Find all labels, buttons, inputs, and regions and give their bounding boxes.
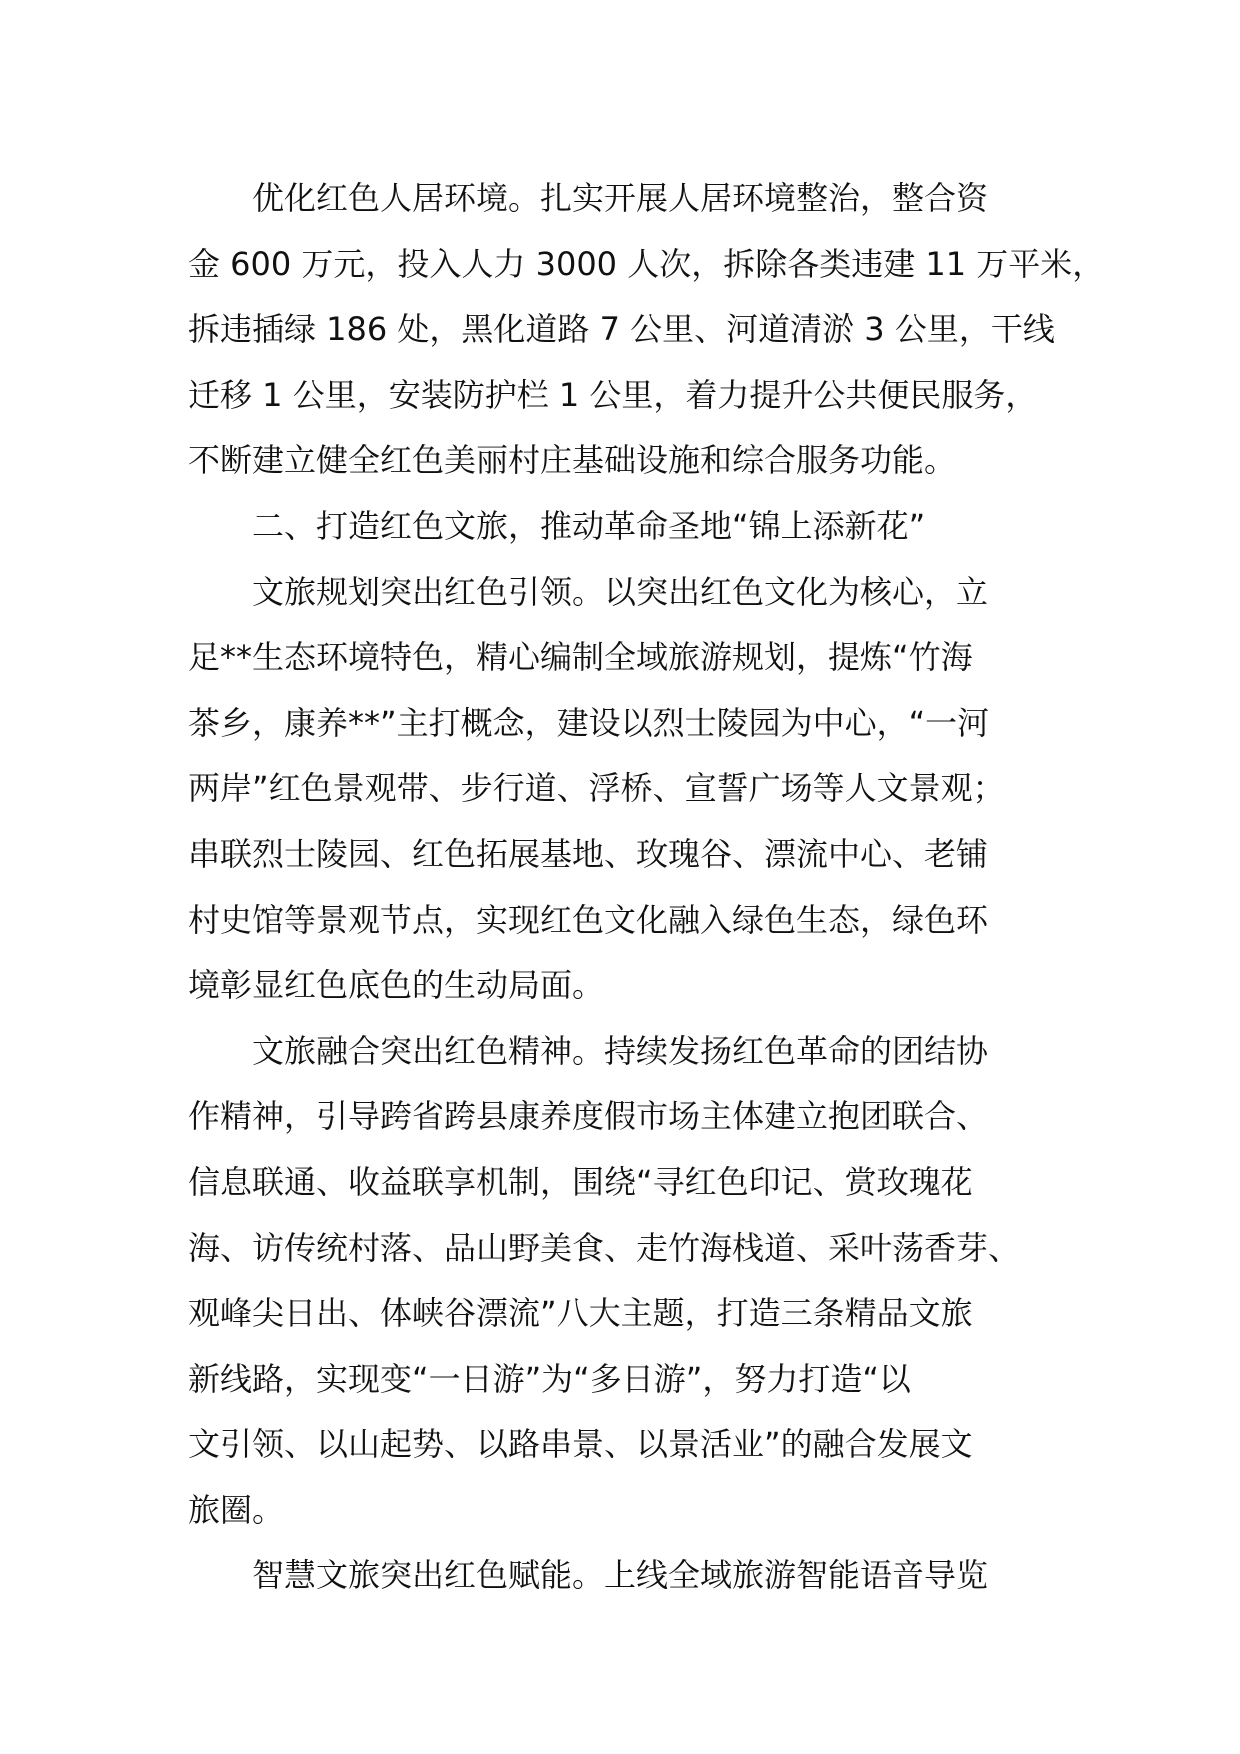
paragraph-line: 信息联通、收益联享机制，围绕“寻红色印记、赏玫瑰花 [188,1162,973,1201]
paragraph-line: 不断建立健全红色美丽村庄基础设施和综合服务功能。 [188,441,957,480]
paragraph-line: 旅圈。 [188,1490,285,1529]
paragraph-line: 优化红色人居环境。扎实开展人居环境整治，整合资 [252,179,989,217]
paragraph-line: 作精神，引导跨省跨县康养度假市场主体建立抱团联合、 [188,1097,989,1136]
paragraph-line: 智慧文旅突出红色赋能。上线全域旅游智能语音导览 [252,1556,989,1595]
document-body [188,166,1105,1609]
paragraph-line: 金 600 万元，投入人力 3000 人次，拆除各类违建 11 万平米， [188,244,1105,283]
paragraph-line: 文引领、以山起势、以路串景、以景活业”的融合发展文 [188,1425,973,1464]
paragraph-line: 村史馆等景观节点，实现红色文化融入绿色生态，绿色环 [188,900,989,939]
paragraph-line: 串联烈士陵园、红色拓展基地、玫瑰谷、漂流中心、老铺 [188,834,989,873]
paragraph-line: 新线路，实现变“一日游”为“多日游”，努力打造“以 [188,1359,911,1398]
paragraph-line: 茶乡，康养**”主打概念，建设以烈士陵园为中心，“一河 [188,703,990,742]
paragraph-line: 拆违插绿 186 处，黑化道路 7 公里、河道清淤 3 公里，干线 [188,310,1055,349]
paragraph-line: 迁移 1 公里，安装防护栏 1 公里，着力提升公共便民服务， [188,375,1038,414]
paragraph-line: 观峰尖日出、体峡谷漂流”八大主题，打造三条精品文旅 [188,1294,973,1333]
paragraph-line: 两岸”红色景观带、步行道、浮桥、宣誓广场等人文景观； [188,769,1005,808]
paragraph-line: 境彰显红色底色的生动局面。 [188,966,605,1005]
paragraph-line: 足**生态环境特色，精心编制全域旅游规划，提炼“竹海 [188,638,973,677]
section-heading: 二、打造红色文旅，推动革命圣地“锦上添新花” [252,506,926,545]
paragraph-line: 文旅融合突出红色精神。持续发扬红色革命的团结协 [252,1031,989,1070]
paragraph-line: 海、访传统村落、品山野美食、走竹海栈道、采叶荡香芽、 [188,1228,1021,1267]
paragraph-line: 文旅规划突出红色引领。以突出红色文化为核心，立 [252,572,989,611]
